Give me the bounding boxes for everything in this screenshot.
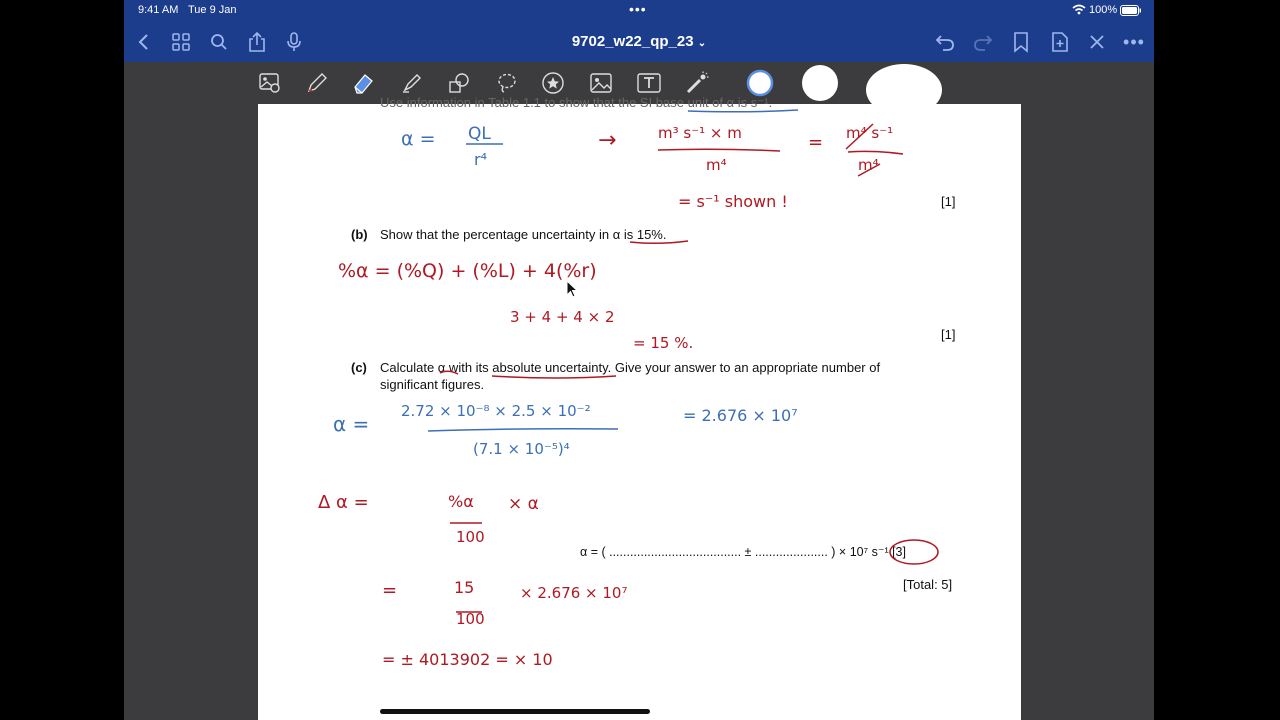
add-page-icon[interactable] bbox=[1048, 30, 1072, 54]
ipad-screen bbox=[124, 0, 1154, 720]
hw-a-cancel-numerator: m⁴ s⁻¹ bbox=[846, 124, 894, 142]
hw-d-denominator: 100 bbox=[456, 528, 485, 546]
answer-line: α = ( ...................................... ± ..................... ) × 10⁷ s⁻¹ [3] bbox=[580, 545, 906, 559]
hw-a-lhs: α = bbox=[401, 128, 436, 150]
question-c-text-line1: Calculate α with its absolute uncertainty. Give your answer to an appropriate number of bbox=[380, 360, 881, 375]
hw-c-result: = 2.676 × 10⁷ bbox=[683, 406, 798, 425]
pdf-page[interactable] bbox=[258, 95, 1021, 720]
total-marks: [Total: 5] bbox=[903, 577, 953, 592]
hw-d-times: × α bbox=[508, 494, 539, 514]
mark-a: [1] bbox=[941, 194, 956, 209]
question-b-text: Show that the percentage uncertainty in α is 15%. bbox=[380, 227, 667, 242]
hw-d-numerator: %α bbox=[448, 492, 474, 511]
question-a-text-partial: Use information in Table 1.1 to show that the SI base unit of α is s⁻¹. bbox=[380, 95, 773, 110]
hw-a-cancel-denominator: m⁴ bbox=[858, 156, 879, 174]
multitasking-dots-icon[interactable]: ••• bbox=[629, 1, 647, 17]
image-tool-icon[interactable] bbox=[588, 70, 614, 96]
pencil-tool-icon[interactable] bbox=[304, 70, 330, 96]
eraser-size-medium-icon[interactable] bbox=[801, 64, 839, 102]
mark-b: [1] bbox=[941, 327, 956, 342]
more-options-icon[interactable]: ••• bbox=[1123, 31, 1145, 52]
battery-percent: 100% bbox=[1089, 4, 1118, 16]
document-title[interactable]: 9702_w22_qp_23 bbox=[571, 33, 694, 50]
status-time: 9:41 AM bbox=[138, 4, 179, 16]
hw-f-line: = ± 4013902 = × 10 bbox=[382, 650, 553, 669]
sticker-tool-icon[interactable] bbox=[540, 70, 566, 96]
hw-a-units-numerator: m³ s⁻¹ × m bbox=[658, 124, 742, 142]
hw-b-line3: = 15 %. bbox=[633, 334, 694, 352]
hw-a-numerator: QL bbox=[468, 124, 491, 144]
lasso-tool-icon[interactable] bbox=[494, 70, 520, 96]
hw-a-arrow: → bbox=[598, 128, 617, 153]
wifi-icon bbox=[1072, 4, 1086, 18]
hw-d-lhs: Δ α = bbox=[318, 492, 369, 513]
bookmark-icon[interactable] bbox=[1009, 30, 1033, 54]
eraser-size-large-icon[interactable] bbox=[866, 64, 942, 104]
laser-pointer-icon[interactable] bbox=[684, 70, 710, 96]
undo-icon[interactable] bbox=[933, 30, 957, 54]
text-tool-icon[interactable] bbox=[636, 70, 662, 96]
hw-c-lhs: α = bbox=[333, 412, 370, 436]
cursor-icon bbox=[566, 280, 578, 303]
redo-icon[interactable] bbox=[971, 30, 995, 54]
hw-a-result: = s⁻¹ shown ! bbox=[678, 192, 788, 211]
microphone-icon[interactable] bbox=[282, 30, 306, 54]
hw-e-times: × 2.676 × 10⁷ bbox=[520, 584, 628, 602]
hw-b-line1: %α = (%Q) + (%L) + 4(%r) bbox=[338, 260, 597, 282]
question-c-text-line2: significant figures. bbox=[380, 377, 485, 392]
lasso-image-tool-icon[interactable] bbox=[257, 70, 283, 96]
hw-e-denominator: 100 bbox=[456, 610, 485, 628]
eraser-size-small-icon[interactable] bbox=[746, 69, 774, 97]
hw-a-denominator: r⁴ bbox=[474, 150, 487, 169]
search-icon[interactable] bbox=[207, 30, 231, 54]
home-indicator[interactable] bbox=[380, 709, 650, 714]
close-icon[interactable] bbox=[1085, 30, 1109, 54]
hw-c-denominator: (7.1 × 10⁻⁵)⁴ bbox=[473, 440, 570, 458]
question-b-label: (b) bbox=[351, 227, 368, 242]
highlighter-tool-icon[interactable] bbox=[399, 70, 425, 96]
hw-e-equals: = bbox=[382, 580, 398, 601]
hw-e-numerator: 15 bbox=[454, 578, 475, 597]
share-icon[interactable] bbox=[245, 30, 269, 54]
battery-icon bbox=[1120, 5, 1142, 19]
hw-c-numerator: 2.72 × 10⁻⁸ × 2.5 × 10⁻² bbox=[401, 402, 591, 420]
hw-a-units-denominator: m⁴ bbox=[706, 156, 727, 174]
status-date: Tue 9 Jan bbox=[188, 4, 237, 16]
back-chevron-icon[interactable] bbox=[132, 30, 156, 54]
title-chevron-down-icon[interactable]: ⌄ bbox=[697, 38, 707, 49]
ink-strokes bbox=[258, 104, 1021, 720]
navigation-bar bbox=[124, 22, 1154, 62]
hw-a-equals: = bbox=[808, 132, 824, 153]
hw-b-line2: 3 + 4 + 4 × 2 bbox=[510, 308, 615, 326]
shapes-tool-icon[interactable] bbox=[446, 70, 472, 96]
status-bar bbox=[124, 0, 1154, 22]
eraser-tool-icon[interactable] bbox=[350, 70, 376, 96]
question-c-label: (c) bbox=[351, 360, 367, 375]
grid-view-icon[interactable] bbox=[169, 30, 193, 54]
